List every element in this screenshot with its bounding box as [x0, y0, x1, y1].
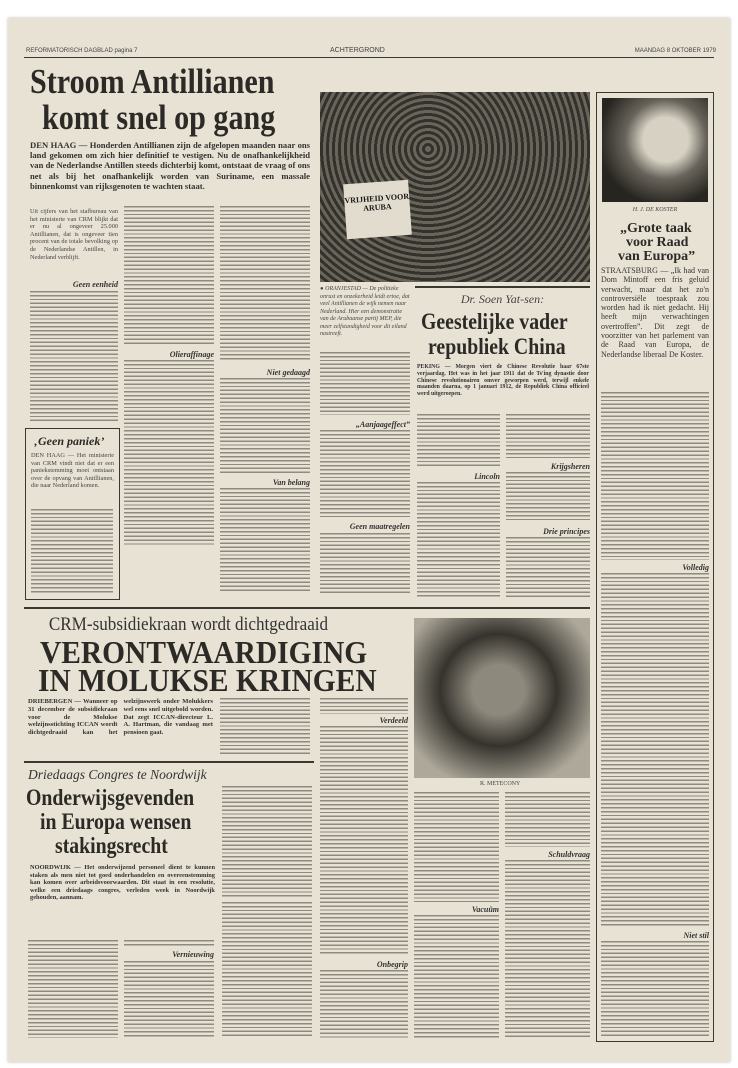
- divider: [24, 607, 590, 609]
- body-text-column: [414, 792, 499, 902]
- metecony-photo: [414, 618, 590, 778]
- body-text-column: [30, 291, 118, 421]
- body-text-column: [222, 902, 312, 1038]
- body-text-column: [220, 378, 310, 473]
- masthead-left: REFORMATORISCH DAGBLAD pagina 7: [26, 48, 138, 54]
- body-text-column: [124, 360, 214, 545]
- body-text-column: [506, 414, 590, 458]
- body-text-column: [601, 573, 709, 928]
- body-text-column: [506, 537, 590, 597]
- body-text-column: [124, 206, 214, 346]
- portrait-caption: H. J. DE KOSTER: [632, 207, 678, 213]
- body-text-column: [124, 961, 214, 1038]
- box-text: DEN HAAG — Het ministerie van CRM vindt niet dat er een paniekstemming moet ontstaan over de opvang van Antillianen, die naar Nederland komen.: [31, 452, 114, 490]
- article5-headline-1: Onderwijsgevenden: [26, 785, 195, 810]
- divider: [415, 286, 590, 288]
- article5-lead: NOORDWIJK — Het onderwijzend personeel dient te kunnen staken als men niet tot goed onderhandelen en overeenstemming kan komen over arbeidsvoorwaarden. Dit staat in een resolutie, welke een driedaags congres, verleden week in Noordwijk gehouden, aannam.: [30, 864, 215, 902]
- article4-headline-2: IN MOLUKSE KRINGEN: [38, 662, 377, 698]
- body-text-column: [320, 726, 408, 956]
- subhead: Olieraffinage: [169, 350, 214, 359]
- article5-kicker: Driedaags Congres te Noordwijk: [28, 767, 207, 782]
- body-text-column: [505, 860, 590, 1038]
- subhead: Niet gedaagd: [266, 368, 310, 377]
- article3-headline-2: voor Raad: [626, 235, 689, 250]
- article3-lead: STRAATSBURG — „Ik had van Dom Mintoff een fris geluid verwacht, maar dat het zo'n controversiële toespraak zou worden had ik niet gedacht. Hij heeft mijn verwachtingen overtroffen”. Dit zegt de voorzitter van het parlement van de Raad van Europa, de Nederlandse liberaal De Koster.: [601, 266, 709, 359]
- demonstration-photo: [320, 92, 590, 282]
- body-text-column: [505, 792, 590, 847]
- body-text-column: [222, 786, 312, 898]
- subhead: Vacuüm: [471, 905, 499, 914]
- subhead: „Aanjaageffect”: [355, 420, 410, 429]
- body-text-column: [320, 970, 408, 1038]
- sidebar-box-geen-paniek: [25, 428, 120, 600]
- article5-headline-3: stakingsrecht: [55, 833, 168, 858]
- article3-headline-3: van Europa”: [618, 249, 696, 264]
- box-title: ‚Geen paniek’: [34, 434, 105, 448]
- article1-body: Uit cijfers van het stafbureau van het ministerie van CRM blijkt dat er nu al ongeveer 25.000 Antillianen, dat is ongeveer tien procent van de totale bevolking op de Nederlandse Antillen, in Nederland verblijft.: [30, 208, 118, 261]
- article3-headline-1: „Grote taak: [620, 221, 692, 236]
- article4-headline-1: VERONTWAARDIGING: [40, 634, 368, 670]
- body-text-column: [414, 915, 499, 1038]
- article5-headline-2: in Europa wensen: [40, 809, 192, 834]
- article1-headline-1: Stroom Antillianen: [30, 62, 275, 101]
- subhead: Niet stil: [683, 931, 709, 940]
- article1-headline-2: komt snel op gang: [42, 98, 276, 137]
- subhead: Volledig: [682, 563, 709, 572]
- body-text-column: [28, 940, 118, 1038]
- subhead: Lincoln: [474, 472, 500, 481]
- article2-headline-1: Geestelijke vader: [421, 309, 568, 334]
- masthead-date: MAANDAG 8 OKTOBER 1979: [634, 48, 716, 54]
- section-name: ACHTERGROND: [330, 47, 385, 54]
- body-text-column: [320, 698, 408, 714]
- body-text-column: [320, 533, 410, 595]
- body-text-column: [320, 352, 410, 415]
- masthead-rule: [24, 57, 714, 58]
- article4-kicker: CRM-subsidiekraan wordt dichtgedraaid: [48, 614, 329, 635]
- subhead: Onbegrip: [376, 960, 408, 969]
- subhead: Krijgsheren: [550, 462, 590, 471]
- body-text-column: [220, 206, 310, 361]
- subhead: Van belang: [272, 478, 310, 487]
- body-text-column: [220, 488, 310, 593]
- article2-kicker: Dr. Soen Yat-sen:: [460, 292, 545, 306]
- article2-headline-2: republiek China: [428, 334, 566, 359]
- body-text-column: [124, 940, 214, 946]
- subhead: Geen eenheid: [72, 280, 118, 289]
- body-text-column: [601, 941, 709, 1036]
- subhead: Schuldvraag: [548, 850, 590, 859]
- divider: [24, 761, 314, 763]
- photo-caption: ● ORANJESTAD — De politieke onrust en onzekerheid leidt ertoe, dat veel Antillianen de wijk nemen naar Nederland. Hier een demonstratie van de Arubaanse partij MEP, die meer zelfstandigheid voor dit eiland nastreeft.: [320, 286, 410, 337]
- article2-lead: PEKING — Morgen viert de Chinese Revolutie haar 67ste verjaardag. Het was in het jaar 1911 dat de Ts'ing dynastie door Chinese revolutionairen omver geworpen werd, terwijl enkele maanden daarna, op 1 januari 1912, de Republiek China officieel werd uitgeroepen.: [417, 364, 589, 398]
- article4-lead: DRIEBERGEN — Wanneer op 31 december de subsidiekraan voor de Molukse welzijnsstichting ICCAN wordt dichtgedraaid kan het welzijnswerk onder Molukkers wel eens snel uitgebold worden. Dat zegt ICCAN-directeur L. A. Hartman, die vandaag met pensioen gaat.: [28, 698, 213, 737]
- body-text-column: [417, 414, 500, 468]
- body-text-column: [320, 430, 410, 518]
- body-text-column: [506, 472, 590, 522]
- subhead: Drie principes: [543, 527, 590, 536]
- body-text-column: [220, 698, 310, 754]
- body-text-column: [31, 509, 113, 594]
- protest-sign: VRIJHEID VOOR ARUBA: [343, 180, 412, 239]
- subhead: Vernieuwing: [172, 950, 214, 959]
- body-text-column: [417, 482, 500, 597]
- article1-lead: DEN HAAG — Honderden Antillianen zijn de afgelopen maanden naar ons land gekomen om zich hier definitief te vestigen. Nu de onafhankelijkheid van de Nederlandse Antillen steeds dichterbij komt, ontstaat de vraag of ons net als bij het onafhankelijk worden van Suriname, een massale binnenkomst van rijksgenoten te wachten staat.: [30, 140, 310, 191]
- subhead: Verdeeld: [379, 716, 408, 725]
- subhead: Geen maatregelen: [349, 522, 410, 531]
- portrait-photo: [602, 98, 708, 202]
- metecony-caption: R. METECONY: [480, 781, 521, 787]
- body-text-column: [601, 392, 709, 560]
